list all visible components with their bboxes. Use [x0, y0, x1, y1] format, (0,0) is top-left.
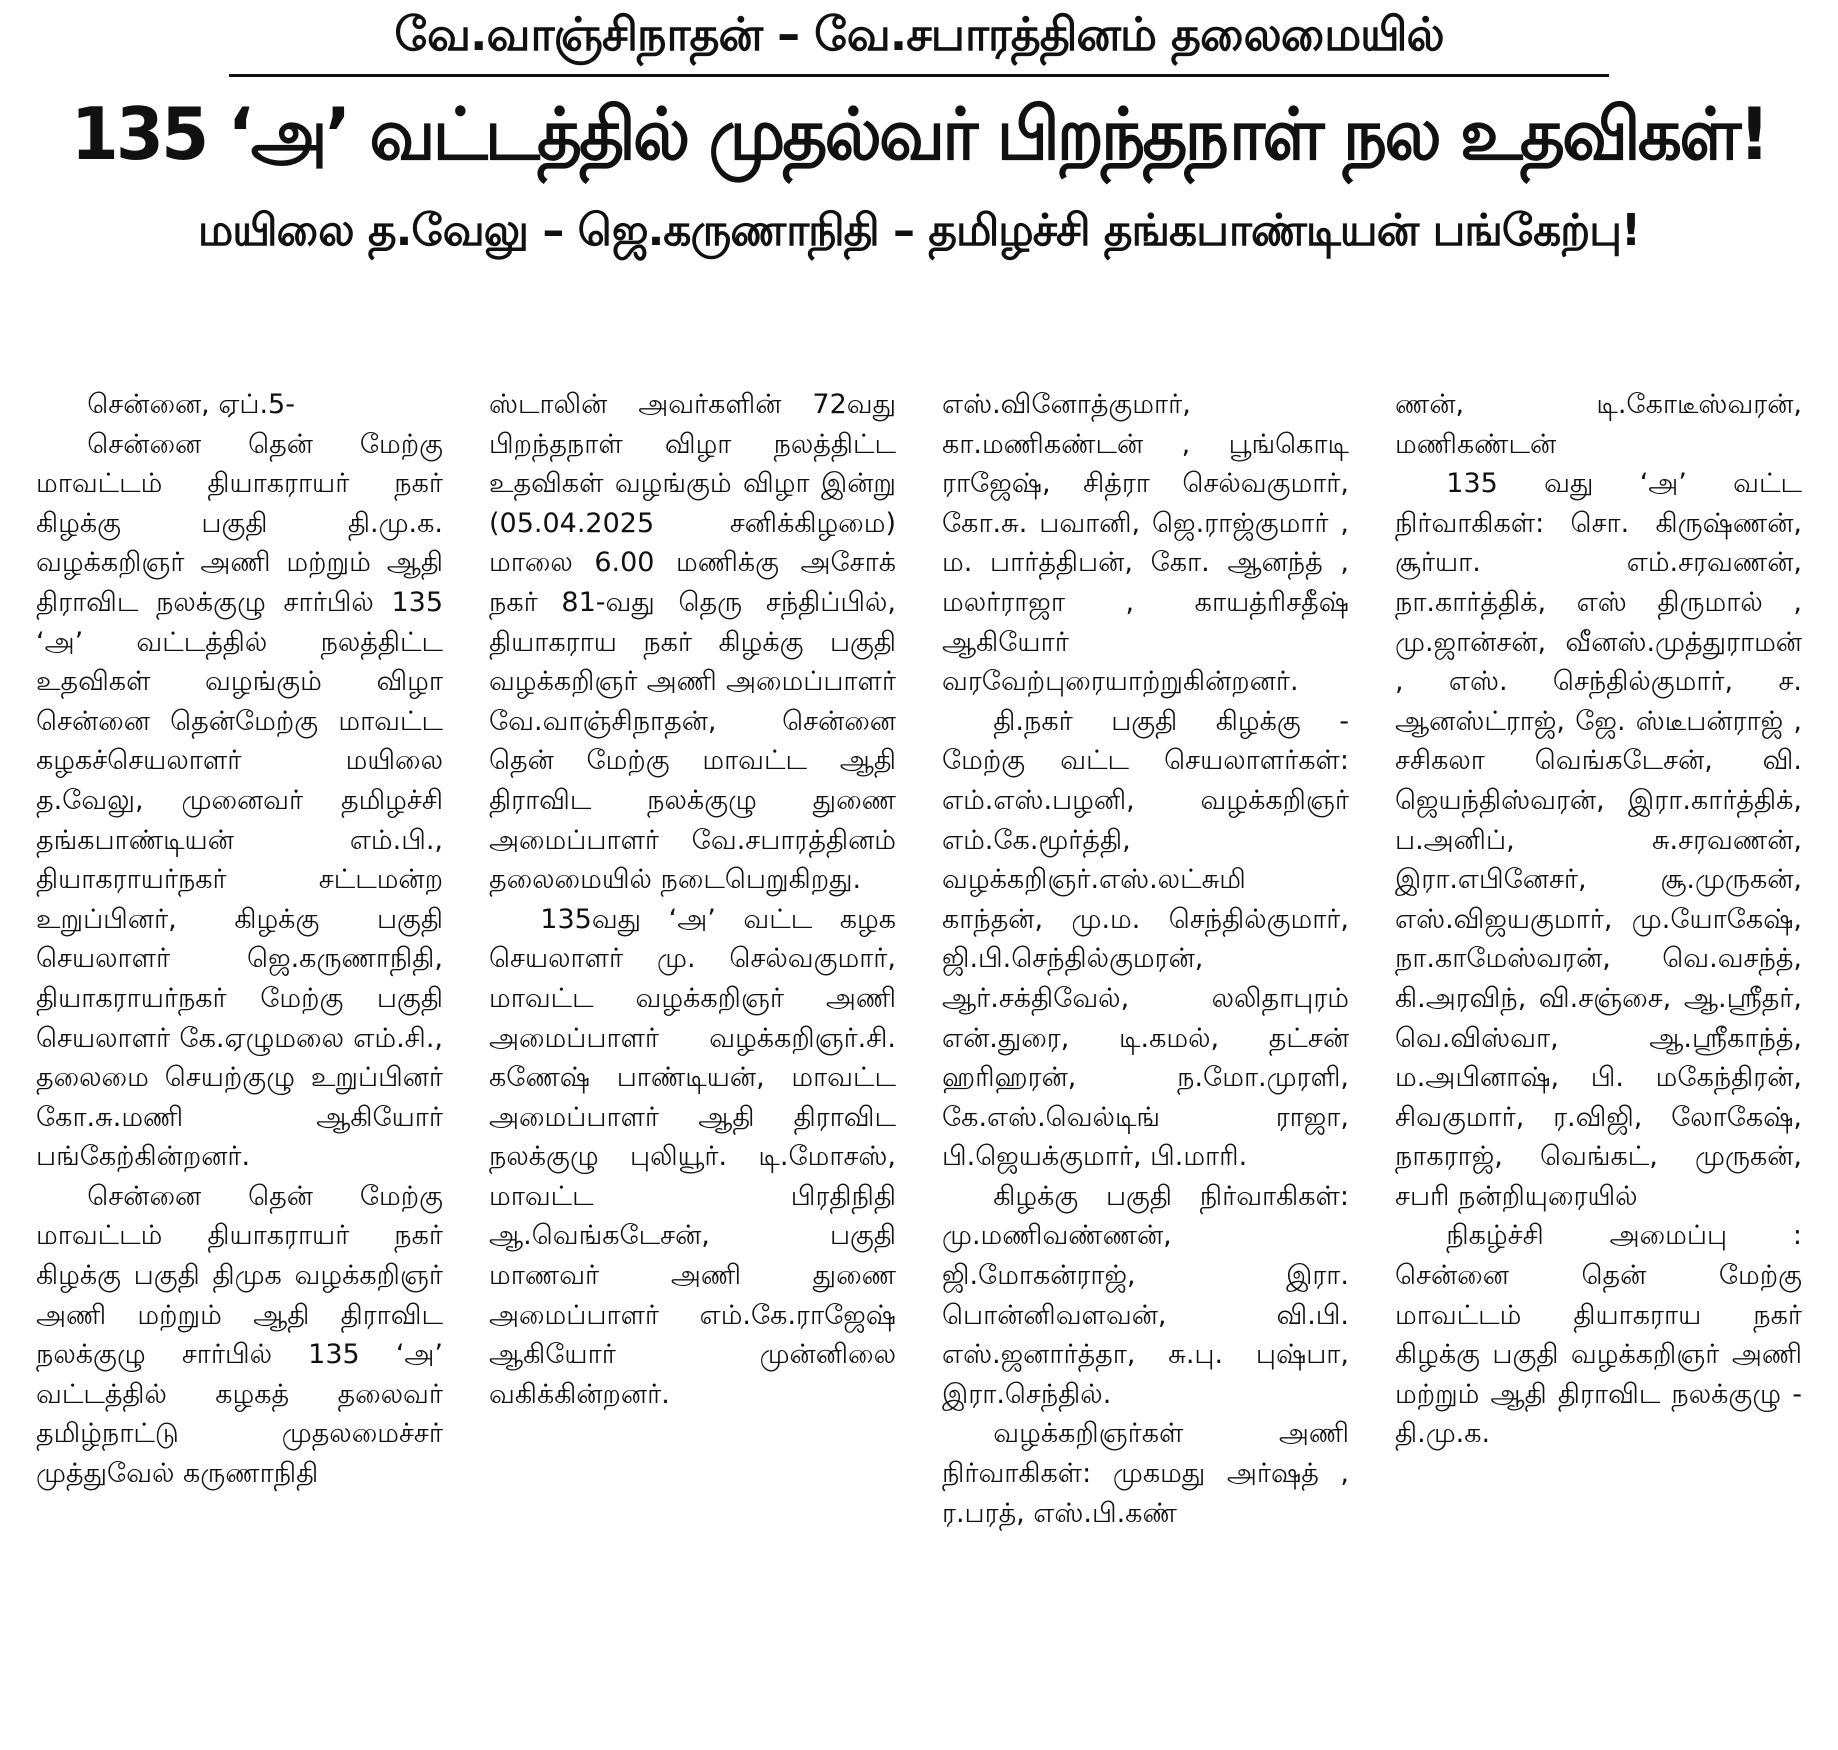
paragraph: நிகழ்ச்சி அமைப்பு : சென்னை தென் மேற்கு மாவட்டம் தியாகராய நகர் கிழக்கு பகுதி வழக்கறிஞர் அணி மற்றும் ஆதி திராவிட நலக்குழு - தி.மு.க.: [1395, 1220, 1802, 1450]
column-4: [1395, 385, 1802, 1730]
paragraph: 135வது ‘அ’ வட்ட கழக செயலாளர் மு. செல்வகுமார், மாவட்ட வழக்கறிஞர் அணி அமைப்பாளர் வழக்கறிஞர்.சி. கணேஷ் பாண்டியன், மாவட்ட அமைப்பாளர் ஆதி திராவிட நலக்குழு புலியூர். டி.மோசஸ், மாவட்ட பிரதிநிதி ஆ.வெங்கடேசன், பகுதி மாணவர் அணி துணை அமைப்பாளர் எம்.கே.ராஜேஷ் ஆகியோர் முன்னிலை வகிக்கின்றனர்.: [489, 903, 896, 1410]
kicker-headline: வே.வாஞ்சிநாதன் – வே.சபாரத்தினம் தலைமையில்: [394, 7, 1444, 61]
column-1: [36, 385, 443, 1730]
column-2: [489, 385, 896, 1730]
sub-headline: மயிலை த.வேலு – ஜெ.கருணாநிதி – தமிழச்சி தங்கபாண்டியன் பங்கேற்பு!: [197, 204, 1641, 256]
main-headline: 135 ‘அ’ வட்டத்தில் முதல்வர் பிறந்தநாள் நல உதவிகள்!: [70, 91, 1768, 176]
paragraph: சென்னை தென் மேற்கு மாவட்டம் தியாகராயர் நகர் கிழக்கு பகுதி தி.மு.க. வழக்கறிஞர் அணி மற்றும் ஆதி திராவிட நலக்குழு சார்பில் 135 ‘அ’ வட்டத்தில் நலத்திட்ட உதவிகள் வழங்கும் விழா சென்னை தென்மேற்கு மாவட்ட கழகச்செயலாளர் மயிலை த.வேலு, முனைவர் தமிழச்சி தங்கபாண்டியன் எம்.பி., தியாகராயர்நகர் சட்டமன்ற உறுப்பினர், கிழக்கு பகுதி செயலாளர் ஜெ.கருணாநிதி, தியாகராயர்நகர் மேற்கு பகுதி செயலாளர் கே.ஏழுமலை எம்.சி., தலைமை செயற்குழு உறுப்பினர் கோ.சு.மணி ஆகியோர் பங்கேற்கின்றனர்.: [36, 428, 443, 1173]
article-body: [36, 385, 1802, 1730]
paragraph-continued: ணன், டி.கோடீஸ்வரன், மணிகண்டன்: [1395, 389, 1802, 460]
paragraph: 135 வது ‘அ’ வட்ட நிர்வாகிகள்: சொ. கிருஷ்ணன், சூர்யா. எம்.சரவணன், நா.கார்த்திக், எஸ் திருமால் , மு.ஜான்சன், வீனஸ்.முத்துராமன் , எஸ். செந்தில்குமார், ச. ஆனஸ்ட்ராஜ், ஜே. ஸ்டீபன்ராஜ் , சசிகலா வெங்கடேசன், வி. ஜெயந்திஸ்வரன், இரா.கார்த்திக், ப.அனிப், சு.சரவணன், இரா.எபினேசர், சூ.முருகன், எஸ்.விஜயகுமார், மு.யோகேஷ், நா.காமேஸ்வரன், வெ.வசந்த், கி.அரவிந், வி.சஞ்சை, ஆ.ஸ்ரீதர், வெ.விஸ்வா, ஆ.ஸ்ரீகாந்த், ம.அபினாஷ், பி. மகேந்திரன், சிவகுமார், ர.விஜி, லோகேஷ், நாகராஜ், வெங்கட், முருகன், சபரி நன்றியுரையில்: [1395, 468, 1802, 1212]
paragraph-continued: எஸ்.வினோத்குமார், கா.மணிகண்டன் , பூங்கொடி ராஜேஷ், சித்ரா செல்வகுமார், கோ.சு. பவானி, ஜெ.ராஜ்குமார் , ம. பார்த்திபன், கோ. ஆனந்த் , மலர்ராஜா , காயத்ரிசதீஷ் ஆகியோர் வரவேற்புரையாற்றுகின்றனர்.: [942, 389, 1349, 698]
column-3: [942, 385, 1349, 1730]
dateline: சென்னை, ஏப்.5-: [87, 389, 295, 420]
paragraph-continued: ஸ்டாலின் அவர்களின் 72வது பிறந்தநாள் விழா நலத்திட்ட உதவிகள் வழங்கும் விழா இன்று (05.04.2025 சனிக்கிழமை) மாலை 6.00 மணிக்கு அசோக் நகர் 81-வது தெரு சந்திப்பில், தியாகராய நகர் கிழக்கு பகுதி வழக்கறிஞர் அணி அமைப்பாளர் வே.வாஞ்சிநாதன், சென்னை தென் மேற்கு மாவட்ட ஆதி திராவிட நலக்குழு துணை அமைப்பாளர் வே.சபாரத்தினம் தலைமையில் நடைபெறுகிறது.: [489, 389, 896, 896]
headline-rule: [229, 74, 1609, 77]
paragraph: கிழக்கு பகுதி நிர்வாகிகள்: மு.மணிவண்ணன், ஜி.மோகன்ராஜ், இரா. பொன்னிவளவன், வி.பி. எஸ்.ஜனார்த்தா, சு.பு. புஷ்பா, இரா.செந்தில்.: [942, 1180, 1349, 1410]
paragraph: தி.நகர் பகுதி கிழக்கு - மேற்கு வட்ட செயலாளர்கள்: எம்.எஸ்.பழனி, வழக்கறிஞர் எம்.கே.மூர்த்தி, வழக்கறிஞர்.எஸ்.லட்சுமி காந்தன், மு.ம. செந்தில்குமார், ஜி.பி.செந்தில்குமரன், ஆர்.சக்திவேல், லலிதாபுரம் என்.துரை, டி.கமல், தட்சன் ஹரிஹரன், ந.மோ.முரளி, கே.எஸ்.வெல்டிங் ராஜா, பி.ஜெயக்குமார், பி.மாரி.: [942, 705, 1349, 1173]
paragraph: சென்னை தென் மேற்கு மாவட்டம் தியாகராயர் நகர் கிழக்கு பகுதி திமுக வழக்கறிஞர் அணி மற்றும் ஆதி திராவிட நலக்குழு சார்பில் 135 ‘அ’ வட்டத்தில் கழகத் தலைவர் தமிழ்நாட்டு முதலமைச்சர் முத்துவேல் கருணாநிதி: [36, 1180, 443, 1490]
paragraph: வழக்கறிஞர்கள் அணி நிர்வாகிகள்: முகமது அர்ஷத் , ர.பரத், எஸ்.பி.கண்: [942, 1418, 1349, 1529]
